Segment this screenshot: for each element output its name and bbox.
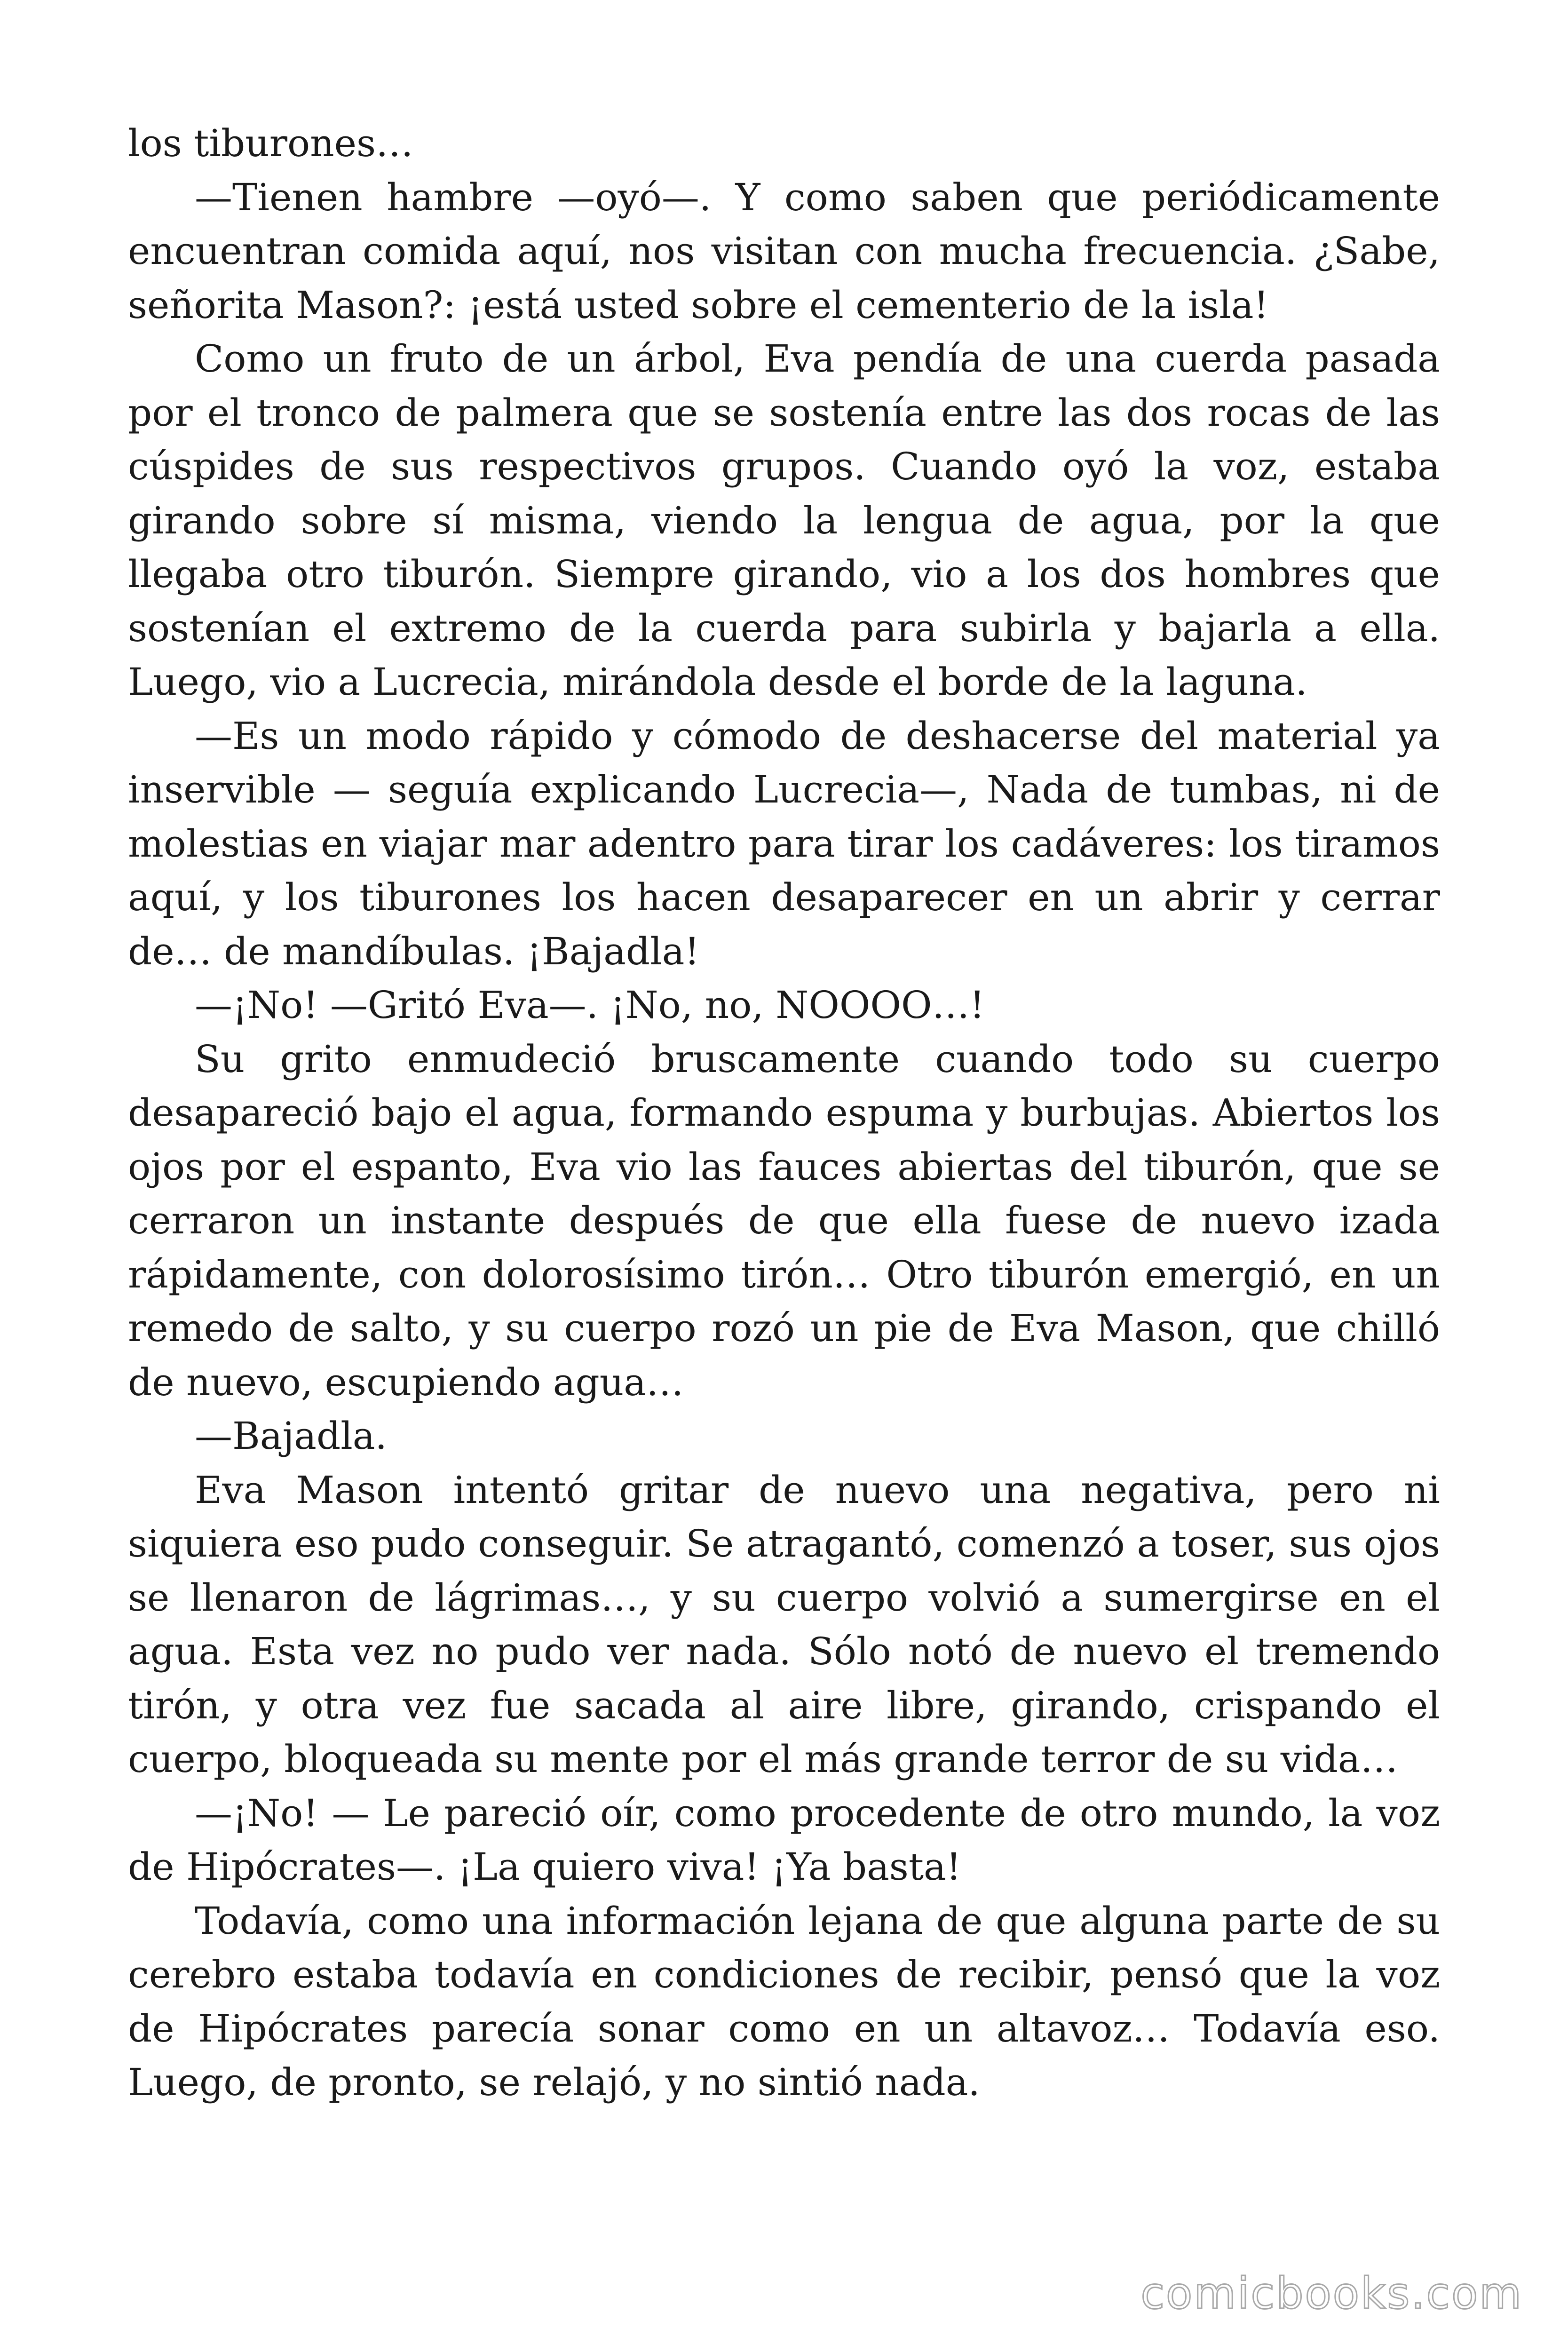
paragraph-3: Como un fruto de un árbol, Eva pendía de una cuerda pasada por el tronco de palmera que se sostenía entre las dos rocas de las cúspides de sus respectivos grupos. Cuando oyó la voz, estaba girando sobre sí misma, viendo la lengua de agua, por la que llegaba otro tiburón. Siempre girando, vio a los dos hombres que sostenían el extremo de la cuerda para subirla y bajarla a ella. Luego, vio a Lucrecia, mirándola desde el borde de la laguna. xyxy=(128,337,1440,704)
paragraph-2: —Tienen hambre —oyó—. Y como saben que periódicamente encuentran comida aquí, nos visitan con mucha frecuencia. ¿Sabe, señorita Mason?: ¡está usted sobre el cementerio de la isla! xyxy=(128,175,1440,327)
paragraph-5: —¡No! —Gritó Eva—. ¡No, no, NOOOO…! xyxy=(195,983,985,1027)
paragraph-6: Su grito enmudeció bruscamente cuando todo su cuerpo desapareció bajo el agua, formando espuma y burbujas. Abiertos los ojos por el espanto, Eva vio las fauces abiertas del tiburón, que se cerraron un instante después de que ella fuese de nuevo izada rápidamente, con dolorosísimo tirón… Otro tiburón emergió, en un remedo de salto, y su cuerpo rozó un pie de Eva Mason, que chilló de nuevo, escupiendo agua… xyxy=(128,1037,1440,1404)
paragraph-10: Todavía, como una información lejana de que alguna parte de su cerebro estaba todavía en condiciones de recibir, pensó que la voz de Hipócrates parecía sonar como en un altavoz… Todavía eso. Luego, de pronto, se relajó, y no sintió nada. xyxy=(128,1899,1440,2104)
paragraph-8: Eva Mason intentó gritar de nuevo una negativa, pero ni siquiera eso pudo conseguir. Se atragantó, comenzó a toser, sus ojos se llenaron de lágrimas…, y su cuerpo volvió a sumergirse en el agua. Esta vez no pudo ver nada. Sólo notó de nuevo el tremendo tirón, y otra vez fue sacada al aire libre, girando, crispando el cuerpo, bloqueada su mente por el más grande terror de su vida… xyxy=(128,1468,1440,1781)
paragraph-9: —¡No! — Le pareció oír, como procedente de otro mundo, la voz de Hipócrates—. ¡La quiero viva! ¡Ya basta! xyxy=(128,1791,1440,1889)
watermark: comicbooks.com xyxy=(1140,2268,1523,2319)
paragraph-1: los tiburones… xyxy=(128,121,414,165)
page-body xyxy=(128,117,1440,2110)
paragraph-7: —Bajadla. xyxy=(195,1414,387,1458)
paragraph-4: —Es un modo rápido y cómodo de deshacerse del material ya inservible — seguía explicando Lucrecia—, Nada de tumbas, ni de molestias en viajar mar adentro para tirar los cadáveres: los tiramos aquí, y los tiburones los hacen desaparecer en un abrir y cerrar de… de mandíbulas. ¡Bajadla! xyxy=(128,714,1440,973)
